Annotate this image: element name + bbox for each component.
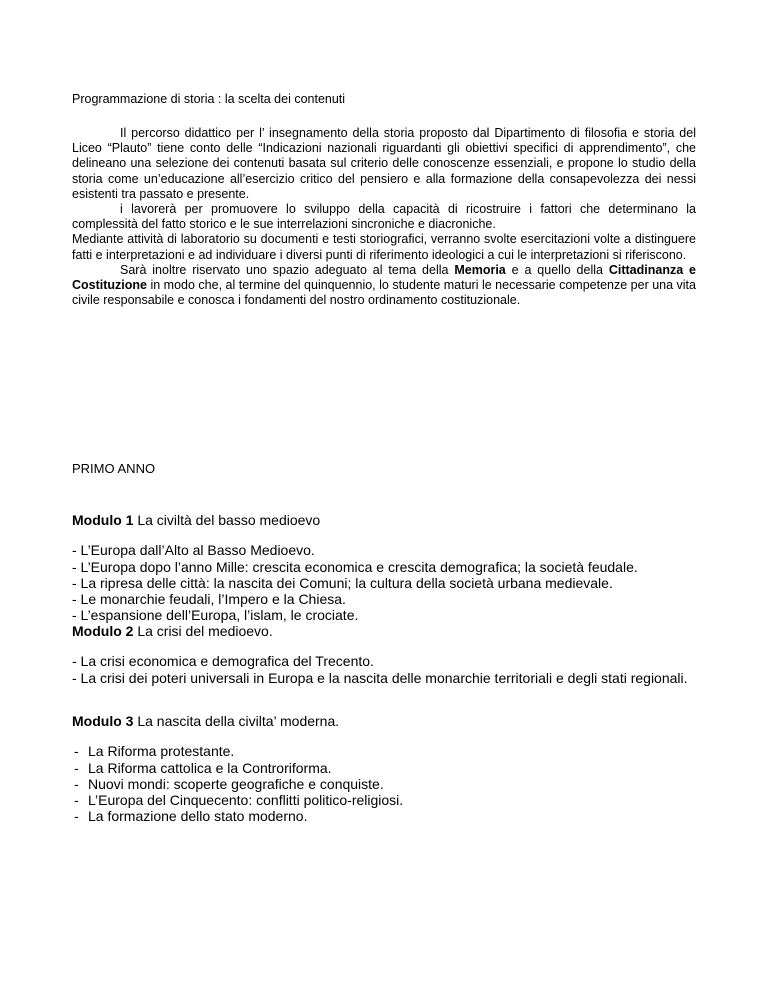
intro-paragraph-4 xyxy=(72,263,696,309)
topic-text: La Riforma protestante. xyxy=(88,743,235,760)
module-2 xyxy=(72,623,696,686)
dash-bullet: - xyxy=(74,792,79,809)
module-heading xyxy=(72,623,696,639)
module-label: Modulo 2 xyxy=(72,623,134,639)
dash-bullet: - xyxy=(74,759,79,776)
dash-bullet: - xyxy=(74,775,79,792)
topic-item: - L’espansione dell’Europa, l’islam, le crociate. xyxy=(72,607,359,624)
topic-item xyxy=(72,808,696,824)
module-heading xyxy=(72,512,696,528)
topic-item xyxy=(72,743,696,759)
topic-item: - La crisi economica e demografica del Trecento. xyxy=(72,653,374,670)
intro-section xyxy=(72,126,696,308)
intro-paragraph-1: Il percorso didattico per l’ insegnamento della storia proposto dal Dipartimento di filosofia e storia del Liceo “Plauto” tiene conto delle “Indicazioni nazionali riguardanti gli obiettivi specifici di apprendimento”, che delineano una selezione dei contenuti basata sul criterio delle conoscenze essenziali, e propone lo studio della storia come un’educazione all’esercizio critico del pensiero e alla formazione della consapevolezza dei nessi esistenti tra passato e presente. xyxy=(72,126,696,201)
module-label: Modulo 3 xyxy=(72,713,134,729)
document-page xyxy=(72,0,696,994)
module-title: La nascita della civilta’ moderna. xyxy=(133,713,340,729)
module-topic-list xyxy=(72,542,696,623)
topic-item xyxy=(72,776,696,792)
topic-item xyxy=(72,792,696,808)
dash-bullet: - xyxy=(74,808,79,825)
module-1 xyxy=(72,512,696,624)
module-3 xyxy=(72,713,696,825)
intro-p4-text-c: in modo che, al termine del quinquennio, lo studente maturi le necessarie competenze per una vita civile responsabile e conosca i fondamenti del nostro ordinamento costituzionale. xyxy=(72,278,696,308)
year-heading: PRIMO ANNO xyxy=(72,461,156,476)
cittadinanza-term: Cittadinanza e Costituzione xyxy=(72,262,696,293)
topic-text: L’Europa del Cinquecento: conflitti politico-religiosi. xyxy=(88,792,404,809)
topic-item: - L’Europa dopo l’anno Mille: crescita economica e crescita demografica; la società feudale. xyxy=(72,558,638,575)
module-heading xyxy=(72,713,696,729)
memoria-term: Memoria xyxy=(454,262,506,277)
intro-p4-text-b: e a quello della xyxy=(505,262,609,277)
topic-item xyxy=(72,760,696,776)
module-label: Modulo 1 xyxy=(72,512,134,528)
topic-item: - Le monarchie feudali, l’Impero e la Chiesa. xyxy=(72,591,346,608)
module-title: La civiltà del basso medioevo xyxy=(133,512,321,528)
dash-bullet: - xyxy=(74,743,79,760)
topic-text: La formazione dello stato moderno. xyxy=(88,808,308,825)
intro-paragraph-3: Mediante attività di laboratorio su documenti e testi storiografici, verranno svolte esercitazioni volte a distinguere fatti e interpretazioni e ad individuare i diversi punti di riferimento ideologici a cui le interpretazioni si riferiscono. xyxy=(72,232,696,262)
topic-text: Nuovi mondi: scoperte geografiche e conquiste. xyxy=(88,775,384,792)
module-topic-list xyxy=(72,743,696,824)
module-title: La crisi del medioevo. xyxy=(133,623,273,639)
topic-item: - L’Europa dall’Alto al Basso Medioevo. xyxy=(72,542,315,559)
topic-item: - La crisi dei poteri universali in Europa e la nascita delle monarchie territoriali e degli stati regionali. xyxy=(72,669,688,686)
topic-text: La Riforma cattolica e la Controriforma. xyxy=(88,759,332,776)
intro-p4-text-a: Sarà inoltre riservato uno spazio adeguato al tema della xyxy=(120,262,455,277)
document-title: Programmazione di storia : la scelta dei contenuti xyxy=(72,92,346,106)
module-topic-list xyxy=(72,653,696,686)
topic-item: - La ripresa delle città: la nascita dei Comuni; la cultura della società urbana medievale. xyxy=(72,574,613,591)
intro-paragraph-2: i lavorerà per promuovere lo sviluppo della capacità di ricostruire i fattori che determinano la complessità del fatto storico e le sue interrelazioni sincroniche e diacroniche. xyxy=(72,202,696,232)
